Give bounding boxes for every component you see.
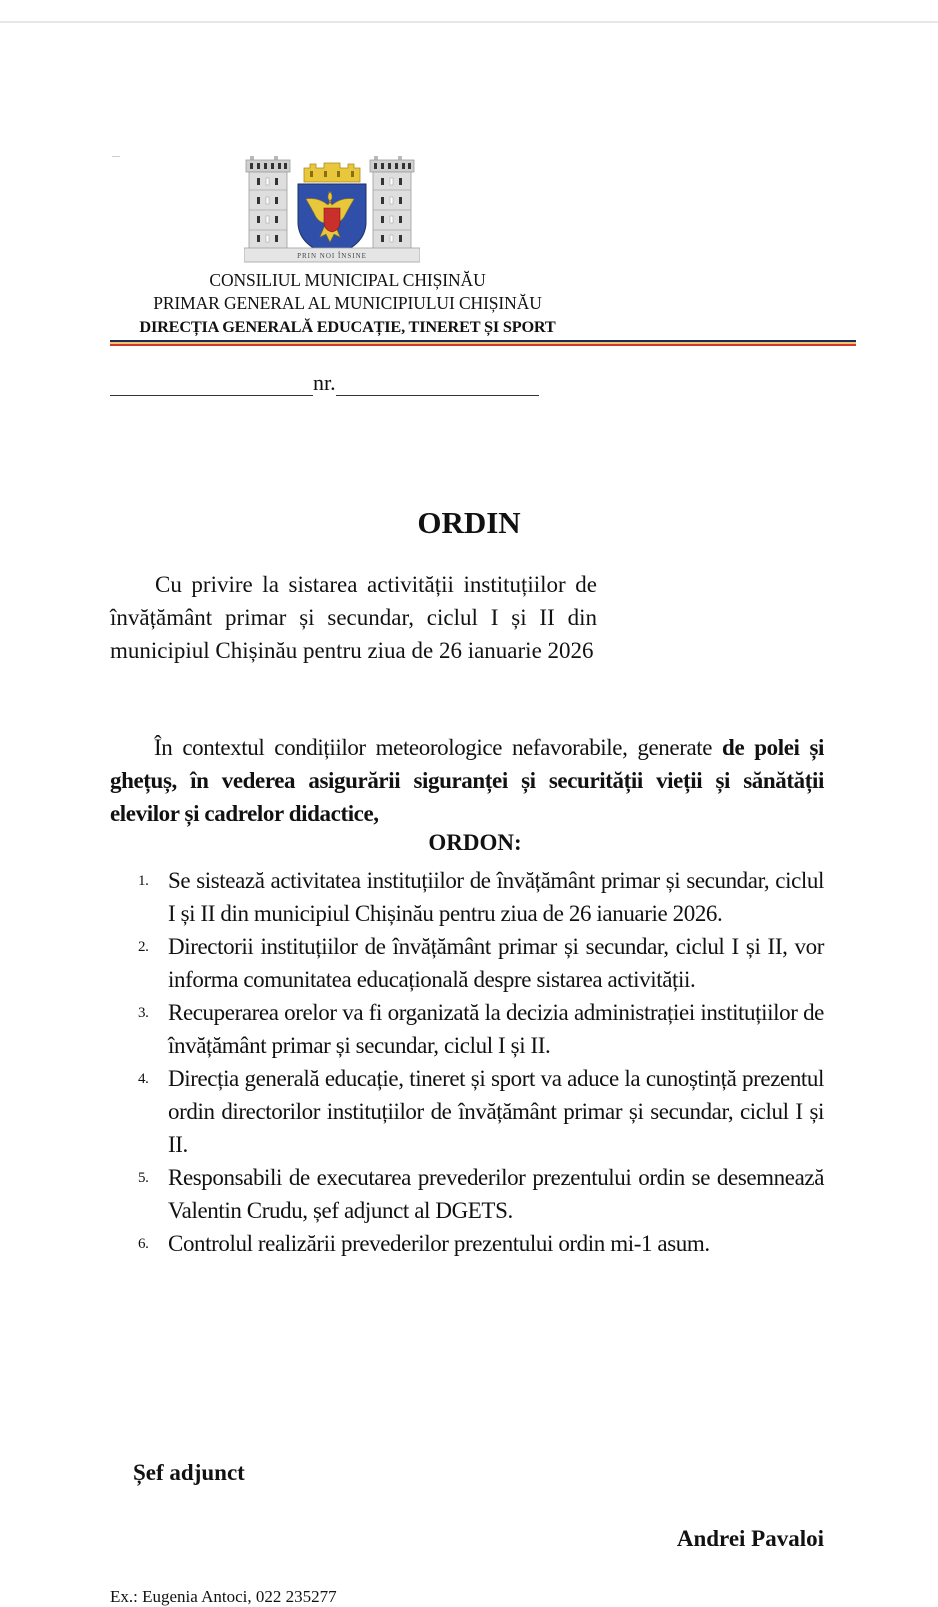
scan-mark [112, 156, 120, 157]
header-council: CONSILIUL MUNICIPAL CHIȘINĂU [209, 270, 486, 290]
order-item-number: 4. [138, 1071, 149, 1087]
left-tower-icon [246, 156, 290, 250]
document-title: ORDIN [417, 505, 521, 540]
order-item [138, 1062, 824, 1161]
order-item-number: 5. [138, 1170, 149, 1186]
executor-contact: Ex.: Eugenia Antoci, 022 235277 [110, 1587, 337, 1606]
chisinau-coat-of-arms-logo [244, 152, 420, 264]
nr-label: nr. [313, 370, 336, 395]
order-item [138, 996, 824, 1062]
preamble-bold: de polei și ghețuș, în vederea asigurării siguranței și securității vieții și sănătății elevilor și cadrelor didactice, [110, 735, 824, 826]
header-mayor: PRIMAR GENERAL AL MUNICIPIULUI CHIȘINĂU [153, 293, 542, 313]
order-item-number: 2. [138, 939, 149, 955]
stripe-red [110, 344, 856, 346]
order-item [138, 864, 824, 930]
crown-icon [304, 163, 360, 182]
shield-icon [298, 184, 366, 256]
page-top-divider [0, 21, 938, 23]
order-item [138, 1227, 824, 1260]
order-item [138, 1161, 824, 1227]
order-item-text: Responsabili de executarea prevederilor prezentului ordin se desemnează Valentin Crudu, șef adjunct al DGETS. [168, 1165, 824, 1223]
order-item-text: Se sistează activitatea instituțiilor de învățământ primar și secundar, ciclul I și II din municipiul Chișinău pentru ziua de 26 ianuarie 2026. [168, 868, 824, 926]
order-item-text: Controlul realizării prevederilor prezentului ordin mi-1 asum. [168, 1231, 710, 1256]
signer-role: Șef adjunct [133, 1460, 245, 1485]
ordon-heading: ORDON: [428, 830, 522, 855]
order-items [138, 864, 824, 1260]
order-item-text: Recuperarea orelor va fi organizată la decizia administrației instituțiilor de învățământ primar și secundar, ciclul I și II. [168, 1000, 824, 1058]
document-subject [110, 568, 597, 667]
header-directorate: DIRECȚIA GENERALĂ EDUCAȚIE, TINERET ȘI SPORT [139, 317, 556, 336]
number-blank [336, 371, 539, 396]
order-item-text: Directorii instituțiilor de învățământ primar și secundar, ciclul I și II, vor informa comunitatea educațională despre sistarea activității. [168, 934, 824, 992]
order-item-number: 1. [138, 873, 149, 889]
registration-line [110, 370, 539, 396]
subject-text: Cu privire la sistarea activității instituțiilor de învățământ primar și secundar, ciclul I și II din municipiul Chișinău pentru ziua de 26 ianuarie 2026 [110, 572, 597, 663]
tricolor-divider [110, 340, 856, 346]
order-item-text: Direcția generală educație, tineret și sport va aduce la cunoștință prezentul ordin directorilor instituțiilor de învățământ primar și secundar, ciclul I și II. [168, 1066, 824, 1157]
order-item [138, 930, 824, 996]
preamble-normal: În contextul condițiilor meteorologice nefavorabile, generate [154, 735, 723, 760]
order-item-number: 6. [138, 1236, 149, 1252]
preamble [110, 731, 824, 830]
right-tower-icon [370, 156, 414, 250]
order-item-number: 3. [138, 1005, 149, 1021]
signer-name: Andrei Pavaloi [676, 1526, 824, 1551]
date-blank [110, 371, 313, 396]
crest-motto: PRIN NOI ÎNSINE [297, 252, 367, 260]
